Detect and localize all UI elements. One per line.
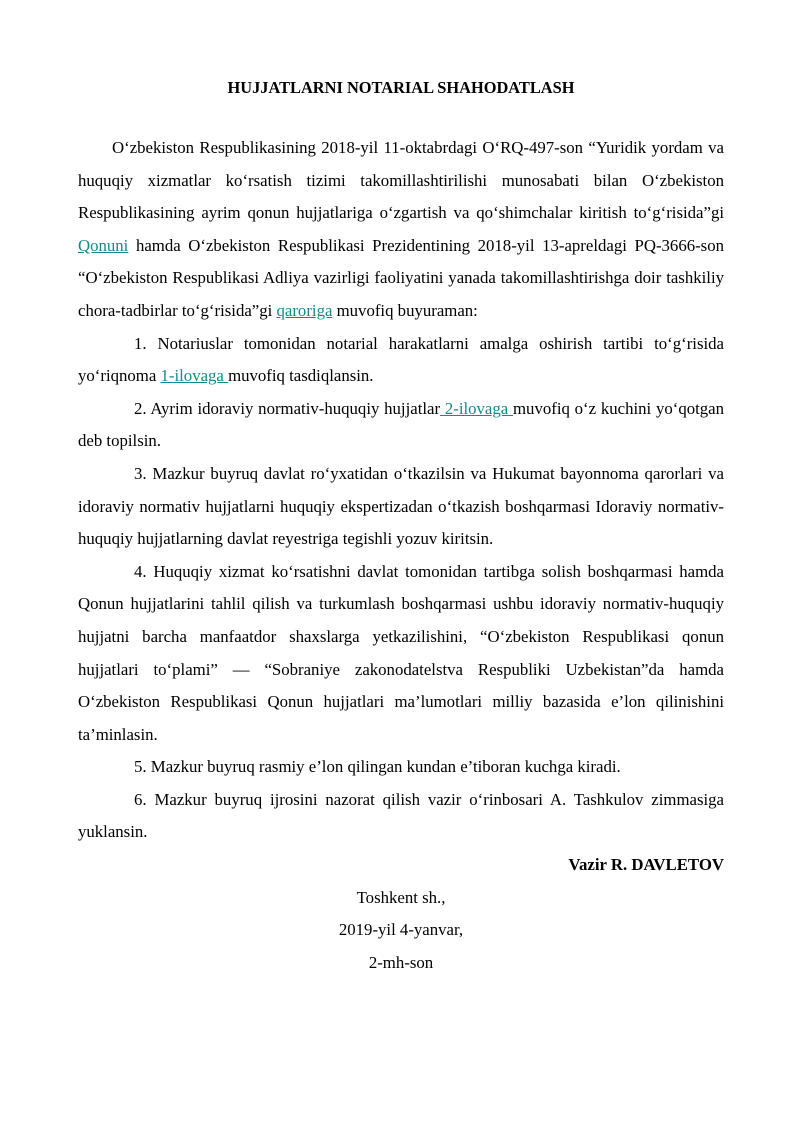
preamble-text-1: O‘zbekiston Respublikasining 2018-yil 11-oktabrdagi O‘RQ-497-son “Yuridik yordam va huquqiy xizmatlar ko‘rsatish tizimi takomillashtirilishi munosabati bilan O‘zbekiston Respublikasining ayrim qonun hujjatlariga o‘zgartish va qo‘shimchalar kiritish to‘g‘risida”gi (78, 138, 724, 223)
item-3-paragraph: 3. Mazkur buyruq davlat ro‘yxatidan o‘tkazilsin va Hukumat bayonnoma qarorlari va idoraviy normativ hujjatlarni huquqiy ekspertizadan o‘tkazish boshqarmasi Idoraviy normativ-huquqiy hujjatlarning davlat reyestriga tegishli yozuv kiritsin. (78, 463, 724, 549)
ilova-2-link[interactable]: 2-ilovaga (440, 398, 513, 418)
ilova-1-link[interactable]: 1-ilovaga (160, 366, 229, 386)
item-4-paragraph: 4. Huquqiy xizmat ko‘rsatishni davlat tomonidan tartibga solish boshqarmasi hamda Qonun hujjatlarini tahlil qilish va turkumlash boshqarmasi ushbu idoraviy normativ-huquqiy hujjatni barcha manfaatdor shaxslarga yetkazilishini, “O‘zbekiston Respublikasi qonun hujjatlari to‘plami” — “Sobraniye zakonodatelstva Respubliki Uzbekistan”da hamda O‘zbekiston Respublikasi Qonun hujjatlari ma’lumotlari milliy bazasida e’lon qilinishini ta’minlasin. (78, 561, 724, 744)
item-6-paragraph: 6. Mazkur buyruq ijrosini nazorat qilish vazir o‘rinbosari A. Tashkulov zimmasiga yuklansin. (78, 789, 724, 842)
place-line: Toshkent sh., (356, 887, 446, 907)
item-2-paragraph (78, 393, 724, 458)
qaroriga-link[interactable]: qaroriga (276, 300, 333, 320)
date-line: 2019-yil 4-yanvar, (338, 920, 464, 940)
item-2-text: 2. Ayrim idoraviy normativ-huquqiy hujjatlar (134, 398, 441, 418)
item-2-text-end: muvofiq o‘z kuchini yo‘qotgan deb topilsin. (78, 398, 725, 451)
number-line: 2-mh-son (368, 952, 434, 972)
preamble-text-2: hamda O‘zbekiston Respublikasi Prezidentining 2018-yil 13-apreldagi PQ-3666-son “O‘zbekiston Respublikasi Adliya vazirligi faoliyatini yanada takomillashtirishga doir tashkiliy chora-tadbirlar to‘g‘risida”gi (78, 235, 724, 320)
qonuni-link[interactable]: Qonuni (78, 235, 129, 255)
signer-name: Vazir R. DAVLETOV (568, 855, 724, 875)
preamble-paragraph (78, 132, 724, 328)
item-1-paragraph (78, 328, 724, 393)
item-5-paragraph: 5. Mazkur buyruq rasmiy e’lon qilingan kundan e’tiboran kuchga kiradi. (134, 757, 621, 777)
document-title: HUJJATLARNI NOTARIAL SHAHODATLASH (227, 78, 575, 97)
item-1-text-end: muvofiq tasdiqlansin. (228, 366, 374, 386)
document-page (78, 76, 724, 979)
preamble-text-3: muvofiq buyuraman: (332, 300, 478, 320)
item-1-text: 1. Notariuslar tomonidan notarial harakatlarni amalga oshirish tartibi to‘g‘risida yo‘riqnoma (78, 333, 724, 386)
